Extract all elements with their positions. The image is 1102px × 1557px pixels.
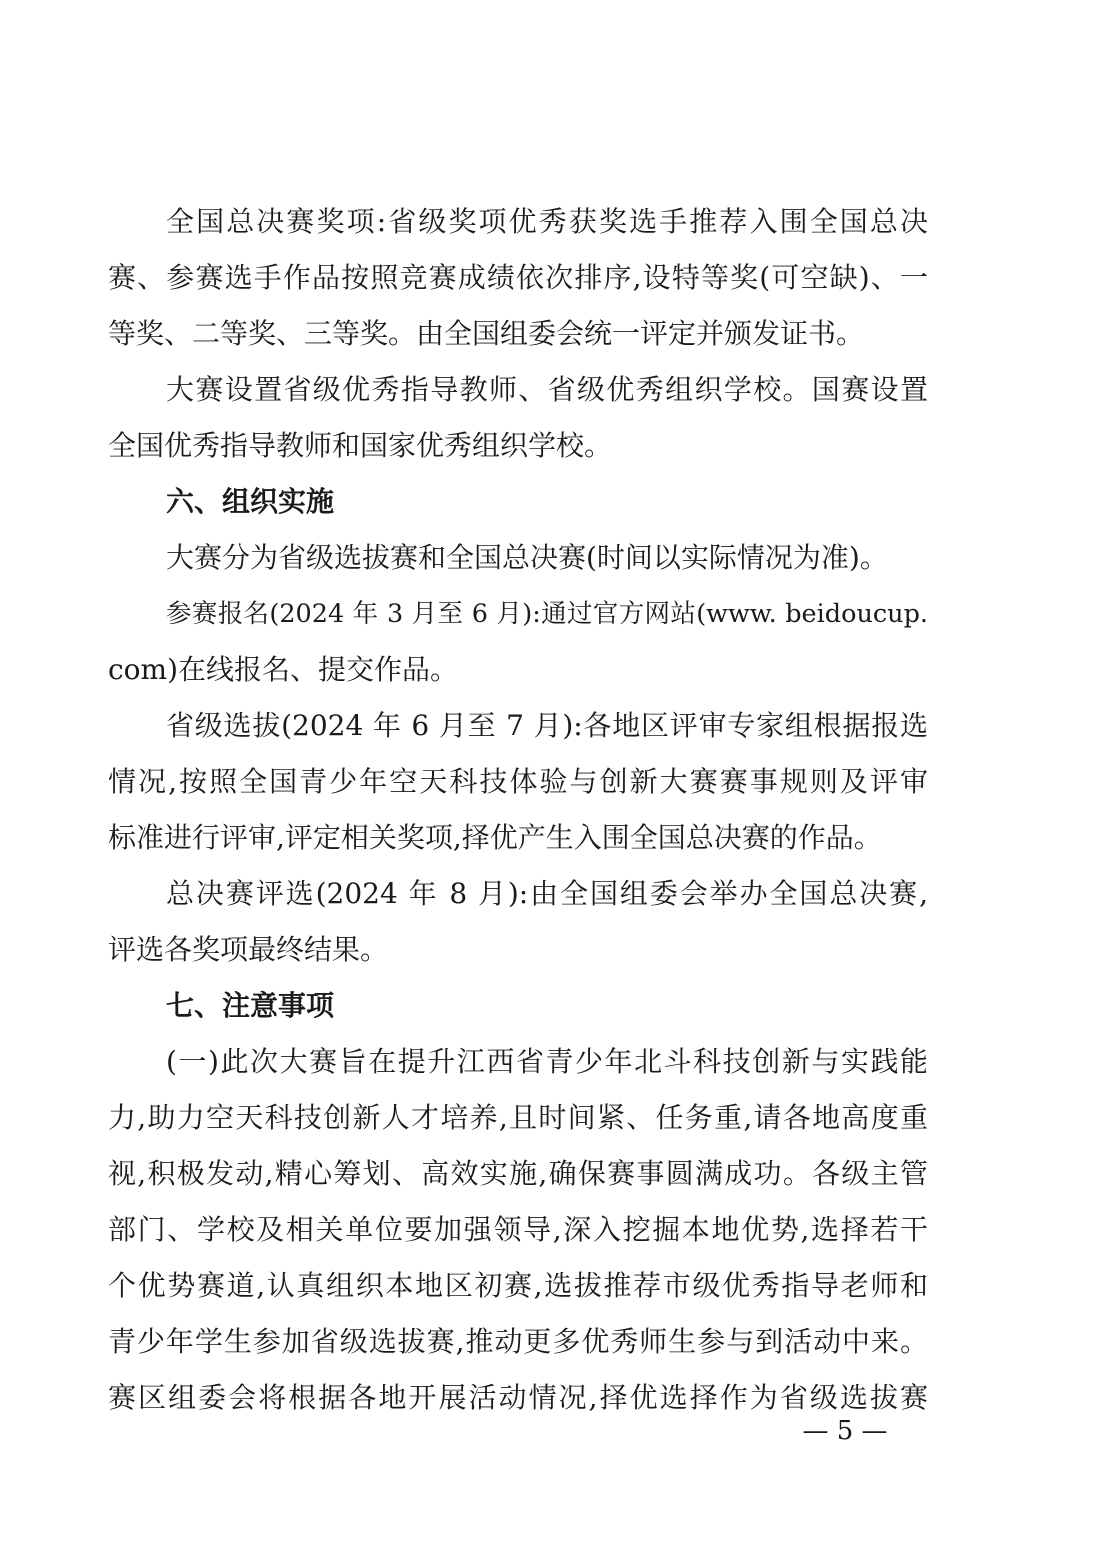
text-line: com)在线报名、提交作品。 xyxy=(108,653,459,686)
text-line: 全国优秀指导教师和国家优秀组织学校。 xyxy=(108,429,613,462)
text-line: 评选各奖项最终结果。 xyxy=(108,933,389,966)
section-heading: 六、组织实施 xyxy=(166,485,335,518)
text-line: 参赛报名(2024 年 3 月至 6 月):通过官方网站(www. beidoucup. xyxy=(166,599,928,629)
text-line: 标准进行评审,评定相关奖项,择优产生入围全国总决赛的作品。 xyxy=(108,821,882,854)
section-heading: 七、注意事项 xyxy=(166,989,335,1022)
text-line: 部门、学校及相关单位要加强领导,深入挖掘本地优势,选择若干 xyxy=(108,1213,928,1246)
text-line: 力,助力空天科技创新人才培养,且时间紧、任务重,请各地高度重 xyxy=(108,1101,928,1134)
text-line: 总决赛评选(2024 年 8 月):由全国组委会举办全国总决赛, xyxy=(166,877,928,910)
text-line: (一)此次大赛旨在提升江西省青少年北斗科技创新与实践能 xyxy=(166,1045,928,1078)
text-line: 大赛设置省级优秀指导教师、省级优秀组织学校。国赛设置 xyxy=(166,373,928,406)
page-number: — 5 — xyxy=(802,1416,888,1446)
text-line: 情况,按照全国青少年空天科技体验与创新大赛赛事规则及评审 xyxy=(108,765,928,798)
text-line: 等奖、二等奖、三等奖。由全国组委会统一评定并颁发证书。 xyxy=(108,317,865,350)
text-line: 省级选拔(2024 年 6 月至 7 月):各地区评审专家组根据报选 xyxy=(166,709,928,742)
text-line: 全国总决赛奖项:省级奖项优秀获奖选手推荐入围全国总决 xyxy=(166,205,928,238)
text-line: 赛、参赛选手作品按照竞赛成绩依次排序,设特等奖(可空缺)、一 xyxy=(108,261,928,294)
text-line: 大赛分为省级选拔赛和全国总决赛(时间以实际情况为准)。 xyxy=(166,541,888,574)
text-line: 赛区组委会将根据各地开展活动情况,择优选择作为省级选拔赛 xyxy=(108,1381,928,1414)
text-line: 青少年学生参加省级选拔赛,推动更多优秀师生参与到活动中来。 xyxy=(108,1325,928,1358)
text-line: 个优势赛道,认真组织本地区初赛,选拔推荐市级优秀指导老师和 xyxy=(108,1269,928,1302)
text-line: 视,积极发动,精心筹划、高效实施,确保赛事圆满成功。各级主管 xyxy=(108,1157,928,1190)
